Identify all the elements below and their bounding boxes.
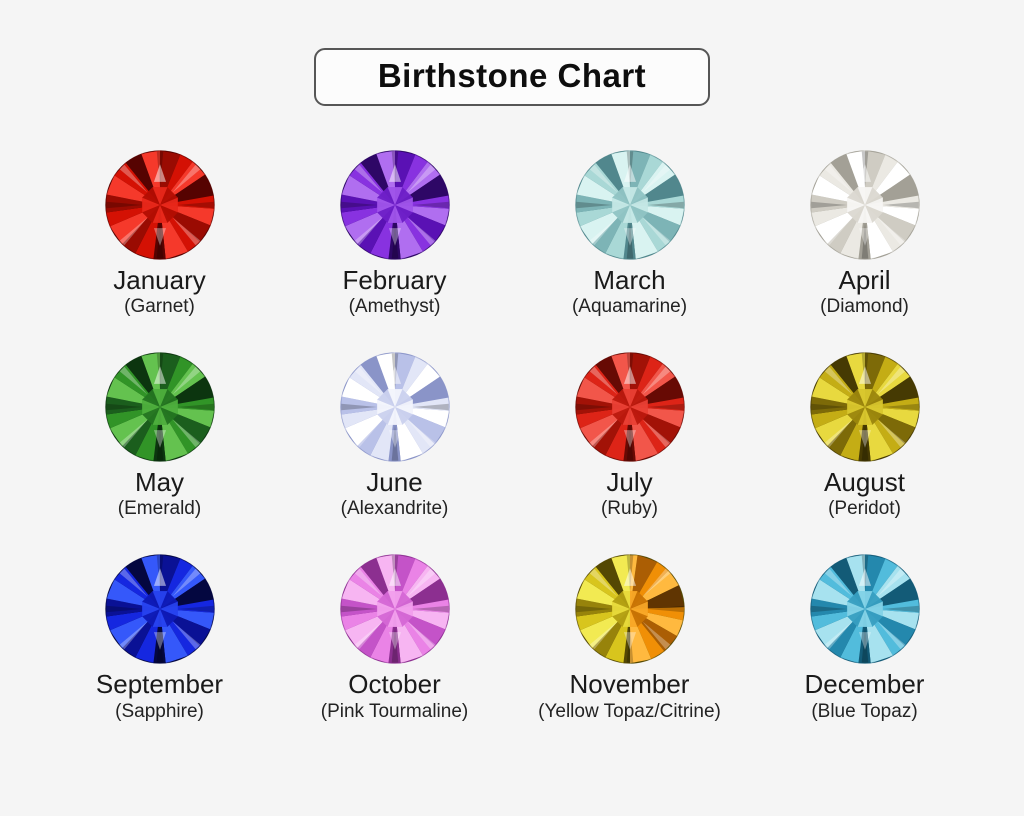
gem-cell-june (277, 352, 512, 520)
title-box (314, 48, 710, 106)
month-label: May (134, 467, 185, 498)
gem-cell-september (42, 554, 277, 722)
alexandrite-gem-icon (340, 352, 450, 462)
gem-cell-october (277, 554, 512, 722)
gem-cell-december (747, 554, 982, 722)
month-label: February (342, 265, 447, 295)
page (0, 48, 1024, 816)
month-label: September (95, 669, 224, 700)
garnet-gem-icon (105, 150, 215, 260)
month-label: April (838, 265, 891, 295)
stone-name-label: (Amethyst) (348, 296, 441, 318)
gem-cell-november (512, 554, 747, 722)
month-label: October (348, 669, 441, 700)
aquamarine-gem-icon (575, 150, 685, 260)
gem-cell-july (512, 352, 747, 520)
gem-cell-may (42, 352, 277, 520)
month-label: August (824, 467, 905, 498)
pink-tourmaline-gem-icon (340, 554, 450, 664)
sapphire-gem-icon (105, 554, 215, 664)
yellow-topaz-citrine-gem-icon (575, 554, 685, 664)
month-label: December (804, 669, 925, 700)
peridot-gem-icon (810, 352, 920, 462)
stone-name-label: (Ruby) (600, 498, 658, 520)
gem-cell-august (747, 352, 982, 520)
month-label: January (113, 265, 206, 295)
stone-name-label: (Peridot) (828, 498, 901, 520)
gem-cell-march (512, 150, 747, 318)
month-label: July (606, 467, 653, 498)
diamond-gem-icon (810, 150, 920, 260)
stone-name-label: (Blue Topaz) (811, 700, 918, 722)
gem-cell-january (42, 150, 277, 318)
gem-cell-february (277, 150, 512, 318)
month-label: November (569, 669, 690, 700)
stone-name-label: (Sapphire) (115, 700, 204, 722)
stone-name-label: (Diamond) (820, 296, 909, 318)
stone-name-label: (Emerald) (117, 498, 202, 520)
month-label: March (593, 265, 666, 295)
blue-topaz-gem-icon (810, 554, 920, 664)
page-title: Birthstone Chart (377, 57, 647, 94)
amethyst-gem-icon (340, 150, 450, 260)
gem-cell-april (747, 150, 982, 318)
stone-name-label: (Garnet) (124, 296, 195, 318)
month-label: June (366, 467, 423, 498)
stone-name-label: (Pink Tourmaline) (320, 700, 469, 722)
stone-name-label: (Alexandrite) (340, 498, 449, 520)
gem-grid (0, 150, 1024, 723)
ruby-gem-icon (575, 352, 685, 462)
stone-name-label: (Yellow Topaz/Citrine) (538, 700, 721, 722)
stone-name-label: (Aquamarine) (571, 296, 688, 318)
emerald-gem-icon (105, 352, 215, 462)
